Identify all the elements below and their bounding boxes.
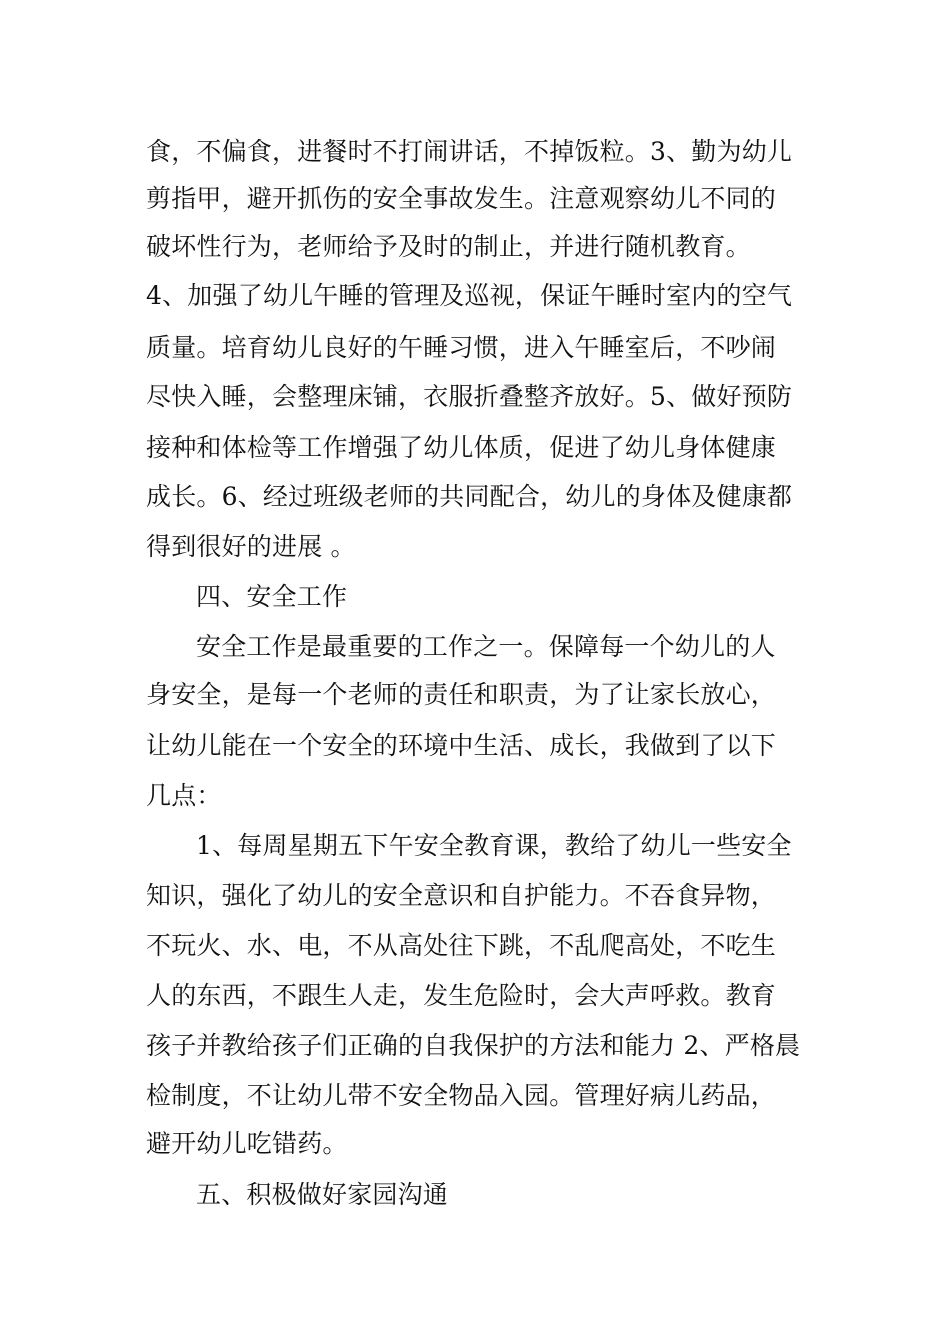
text-line: 4、加强了幼儿午睡的管理及巡视，保证午睡时室内的空气 [146,281,793,310]
text-line: 孩子并教给孩子们正确的自我保护的方法和能力 2、严格晨 [146,1031,801,1060]
text-line: 接种和体检等工作增强了幼儿体质，促进了幼儿身体健康 [146,433,777,462]
text-line: 剪指甲，避开抓伤的安全事故发生。注意观察幼儿不同的 [146,184,777,213]
text-line: 破坏性行为，老师给予及时的制止，并进行随机教育。 [146,232,751,261]
section-heading: 五、积极做好家园沟通 [196,1180,449,1209]
text-line: 不玩火、水、电，不从高处往下跳，不乱爬高处，不吃生 [146,931,777,960]
text-line: 身安全，是每一个老师的责任和职责，为了让家长放心， [146,680,777,709]
text-line: 检制度，不让幼儿带不安全物品入园。管理好病儿药品， [146,1081,777,1110]
text-line: 几点： [146,781,222,810]
text-line: 1、每周星期五下午安全教育课，教给了幼儿一些安全 [196,831,792,860]
text-line: 安全工作是最重要的工作之一。保障每一个幼儿的人 [196,632,776,661]
text-line: 成长。6、经过班级老师的共同配合，幼儿的身体及健康都 [146,482,793,511]
section-heading: 四、安全工作 [196,582,348,611]
text-line: 人的东西，不跟生人走，发生危险时，会大声呼救。教育 [146,981,777,1010]
text-line: 避开幼儿吃错药。 [146,1129,348,1158]
text-line: 质量。培育幼儿良好的午睡习惯，进入午睡室后，不吵闹 [146,333,777,362]
text-line: 知识，强化了幼儿的安全意识和自护能力。不吞食异物， [146,881,777,910]
text-line: 尽快入睡，会整理床铺，衣服折叠整齐放好。5、做好预防 [146,382,793,411]
text-line: 得到很好的进展 。 [146,532,356,561]
text-line: 让幼儿能在一个安全的环境中生活、成长，我做到了以下 [146,731,777,760]
text-line: 食，不偏食，进餐时不打闹讲话，不掉饭粒。3、勤为幼儿 [146,137,793,166]
